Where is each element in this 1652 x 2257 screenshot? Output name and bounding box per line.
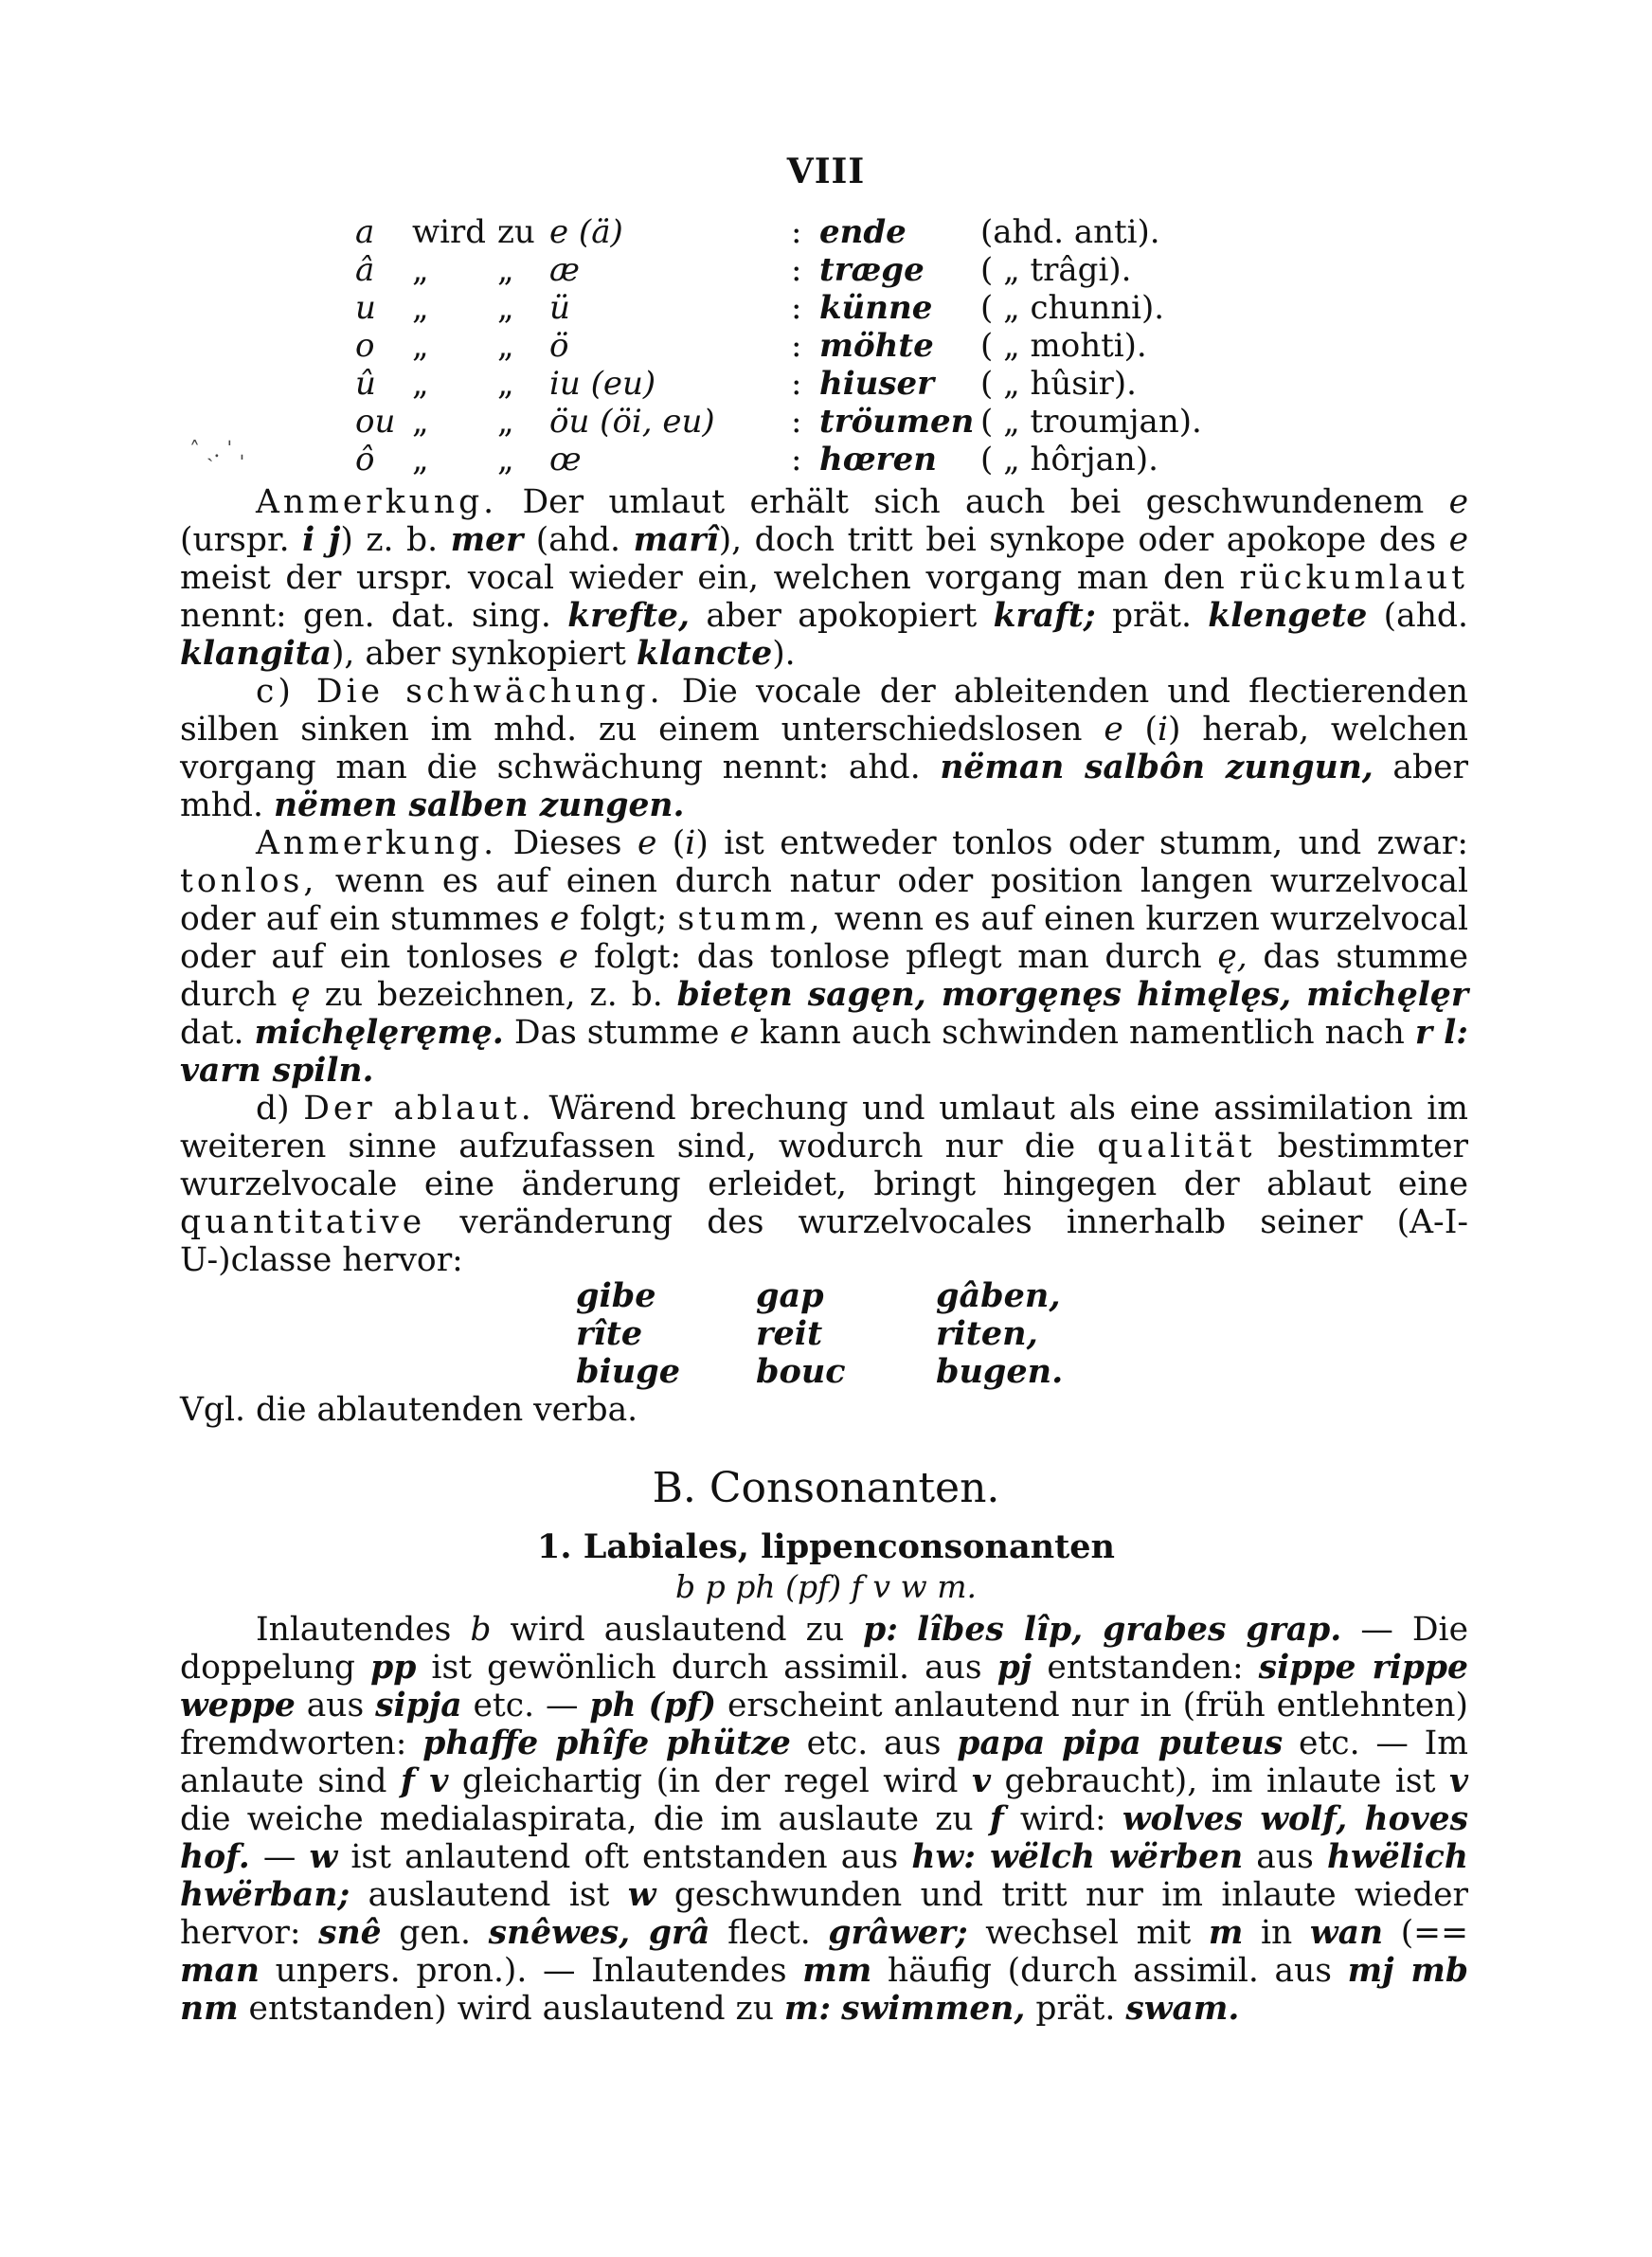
ablaut-row: rîte reit riten, xyxy=(576,1314,1038,1353)
vgl-note: Vgl. die ablautenden verba. xyxy=(180,1391,638,1429)
umlaut-zu: „ xyxy=(497,441,514,478)
umlaut-row xyxy=(355,365,1202,403)
umlaut-mhd-example: hiuser xyxy=(819,365,935,403)
umlaut-wird: „ xyxy=(412,251,429,289)
umlaut-ahd-example: (ahd. anti). xyxy=(980,213,1160,251)
umlaut-mhd-example: künne xyxy=(819,289,933,327)
umlaut-wird: „ xyxy=(412,289,429,327)
umlaut-result: æ xyxy=(549,251,580,289)
umlaut-wird: „ xyxy=(412,403,429,441)
umlaut-ahd-example: ( „ hûsir). xyxy=(980,365,1137,403)
umlaut-ahd-example: ( „ troumjan). xyxy=(980,403,1202,441)
umlaut-zu: „ xyxy=(497,327,514,365)
umlaut-colon: : xyxy=(791,327,802,365)
umlaut-base: u xyxy=(355,289,376,327)
umlaut-result: ü xyxy=(549,289,570,327)
umlaut-ahd-example: ( „ hôrjan). xyxy=(980,441,1158,478)
umlaut-colon: : xyxy=(791,403,802,441)
umlaut-wird: wird xyxy=(412,213,486,251)
anmerkung2-label: Anmerkung. xyxy=(256,824,498,862)
umlaut-colon: : xyxy=(791,289,802,327)
paragraph-anmerkung-umlaut: Anmerkung. Der umlaut erhält sich auch bei geschwundenem e (urspr. i j) z. b. mer (ahd. marî), doch tritt bei synkope oder apokope des e meist der urspr. vocal wieder ein, welchen vorgang man den rückumlaut nennt: gen. dat. sing. krefte, aber apokopiert kraft; prät. klengete (ahd. klangita), aber synkopiert klancte). xyxy=(180,483,1468,673)
umlaut-row xyxy=(355,403,1202,441)
umlaut-ahd-example: ( „ mohti). xyxy=(980,327,1147,365)
umlaut-wird: „ xyxy=(412,327,429,365)
ablaut-row: biuge bouc bugen. xyxy=(576,1352,1064,1391)
umlaut-wird: „ xyxy=(412,441,429,478)
umlaut-row xyxy=(355,327,1202,365)
umlaut-colon: : xyxy=(791,365,802,403)
umlaut-mhd-example: tröumen xyxy=(819,403,975,441)
umlaut-ahd-example: ( „ trâgi). xyxy=(980,251,1132,289)
umlaut-ahd-example: ( „ chunni). xyxy=(980,289,1165,327)
umlaut-result: e (ä) xyxy=(549,213,623,251)
umlaut-base: û xyxy=(355,365,376,403)
ablaut-row: gibe gap gâben, xyxy=(576,1276,1061,1315)
umlaut-mhd-example: möhte xyxy=(819,327,934,365)
umlaut-zu: „ xyxy=(497,403,514,441)
umlaut-base: â xyxy=(355,251,375,289)
umlaut-base: ou xyxy=(355,403,396,441)
paragraph-schwaechung: c) Die schwächung. Die vocale der ableitenden und flectierenden silben sinken im mhd. zu einem unterschiedslosen e (i) herab, welchen vorgang man die schwächung nennt: ahd. nëman salbôn zungun, aber mhd. nëmen salben zungen. xyxy=(180,673,1468,824)
umlaut-base: ô xyxy=(355,441,375,478)
umlaut-row xyxy=(355,441,1202,478)
section-heading-consonanten: B. Consonanten. xyxy=(652,1464,1000,1512)
umlaut-base: o xyxy=(355,327,375,365)
ablaut-table xyxy=(576,1277,1116,1391)
labiales-letter-list: b p ph (pf) f v w m. xyxy=(674,1568,978,1605)
umlaut-zu: „ xyxy=(497,251,514,289)
paragraph-labiales: Inlautendes b wird auslautend zu p: lîbes lîp, grabes grap. — Die doppelung pp ist gewönlich durch assimil. aus pj entstanden: sippe rippe weppe aus sipja etc. — ph (pf) erscheint anlautend nur in (früh entlehnten) fremdworten: phaffe phîfe phütze etc. aus papa pipa puteus etc. — Im anlaute sind f v gleichartig (in der regel wird v gebraucht), im inlaute ist v die weiche medialaspirata, die im auslaute zu f wird: wolves wolf, hoves hof. — w ist anlautend oft entstanden aus hw: wëlch wërben aus hwëlich hwërban; auslautend ist w geschwunden und tritt nur im inlaute wieder hervor: snê gen. snêwes, grâ flect. grâwer; wechsel mit m in wan (== man unpers. pron.). — Inlautendes mm häufig (durch assimil. aus mj mb nm entstanden) wird auslautend zu m: swimmen, prät. swam. xyxy=(180,1611,1469,2028)
anmerkung-label: Anmerkung. xyxy=(256,483,498,521)
page-number: VIII xyxy=(786,152,866,191)
umlaut-table xyxy=(355,213,1202,478)
umlaut-result: ö xyxy=(549,327,569,365)
umlaut-colon: : xyxy=(791,441,802,478)
paragraph-ablaut: d) Der ablaut. Wärend brechung und umlaut als eine assimilation im weiteren sinne aufzufassen sind, wodurch nur die qualität bestimmter wurzelvocale eine änderung erleidet, bringt hingegen der ablaut eine quantitative veränderung des wurzelvocales innerhalb seiner (A-I- U-)classe hervor: xyxy=(180,1090,1469,1279)
stray-marks: ˄ ˏ. ˈ ˌ xyxy=(189,439,245,462)
umlaut-zu: zu xyxy=(497,213,535,251)
ablaut-label: Der ablaut. xyxy=(303,1090,535,1128)
umlaut-zu: „ xyxy=(497,365,514,403)
umlaut-row xyxy=(355,289,1202,327)
umlaut-mhd-example: træge xyxy=(819,251,925,289)
umlaut-row xyxy=(355,251,1202,289)
umlaut-row xyxy=(355,213,1202,251)
umlaut-result: öu (öi, eu) xyxy=(549,403,715,441)
umlaut-zu: „ xyxy=(497,289,514,327)
subsection-heading-labiales: 1. Labiales, lippenconsonanten xyxy=(537,1527,1115,1566)
umlaut-result: œ xyxy=(549,441,582,478)
umlaut-mhd-example: hœren xyxy=(819,441,937,478)
umlaut-wird: „ xyxy=(412,365,429,403)
umlaut-mhd-example: ende xyxy=(819,213,907,251)
paragraph-anmerkung-tonlos: Anmerkung. Dieses e (i) ist entweder tonlos oder stumm, und zwar: tonlos, wenn es auf einen durch natur oder position langen wurzelvocal oder auf ein stummes e folgt; stumm, wenn es auf einen kurzen wurzelvocal oder auf ein tonloses e folgt: das tonlose pflegt man durch ę, das stumme durch ę zu bezeichnen, z. b. bietęn sagęn, morgęnęs himęlęs, michęlęr dat. michęlęręmę. Das stumme e kann auch schwinden namentlich nach r l: varn spiln. xyxy=(180,824,1469,1090)
umlaut-result: iu (eu) xyxy=(549,365,656,403)
umlaut-colon: : xyxy=(791,213,802,251)
umlaut-colon: : xyxy=(791,251,802,289)
schwaechung-label: c) Die schwächung. xyxy=(256,673,664,711)
umlaut-base: a xyxy=(355,213,375,251)
